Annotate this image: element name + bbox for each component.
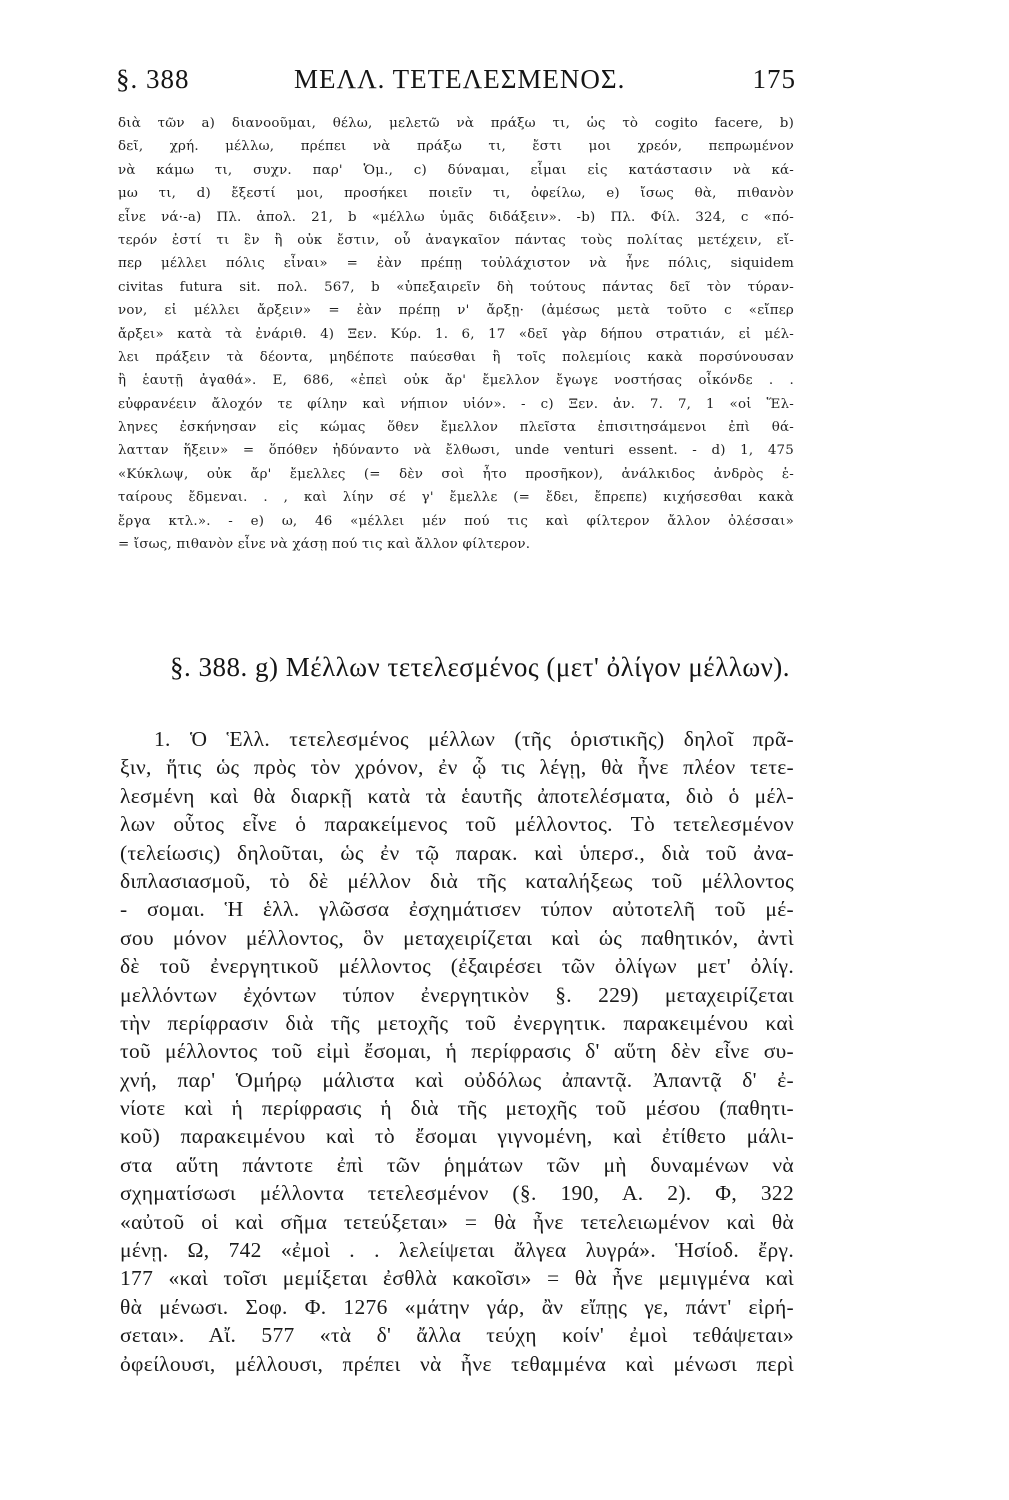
- note-line: ἔργα κτλ.». - e) ω, 46 «μέλλει μέν πού τις καὶ φίλτερον ἄλλον ὀλέσσαι»: [118, 513, 794, 529]
- note-line: δεῖ, χρή. μέλλω, πρέπει νὰ πράξω τι, ἔστι μοι χρεόν, πεπρωμένον: [118, 139, 794, 155]
- note-line: ταίρους ἔδμεναι. . , καὶ λίην σέ γ' ἔμελλε (= ἔδει, ἔπρεπε) κιχήσεσθαι κακὰ: [118, 490, 794, 506]
- body-line: μελλόντων ἐχόντων τύπον ἐνεργητικὸν §. 229) μεταχειρίζεται: [120, 982, 794, 1007]
- body-line: λων οὗτος εἶνε ὁ παρακείμενος τοῦ μέλλοντος. Τὸ τετελεσμένον: [120, 812, 794, 837]
- note-line: διὰ τῶν a) διανοοῦμαι, θέλω, μελετῶ νὰ πράξω τι, ὡς τὸ cogito facere, b): [118, 116, 794, 131]
- body-line: κοῦ) παρακειμένου καὶ τὸ ἔσομαι γιγνομένη, καὶ ἐτίθετο μάλι-: [120, 1124, 794, 1149]
- note-line: ἢ ἑαυτῇ ἀγαθά». Ε, 686, «ἐπεὶ οὐκ ἄρ' ἔμελλον ἔγωγε νοστήσας οἶκόνδε . .: [118, 373, 794, 389]
- page-number: 175: [752, 64, 796, 94]
- note-line: μω τι, d) ἔξεστί μοι, προσήκει ποιεῖν τι, ὀφείλω, e) ἴσως θὰ, πιθανὸν: [118, 186, 794, 202]
- body-text: [120, 725, 794, 1378]
- body-line: δὲ τοῦ ἐνεργητικοῦ μέλλοντος (ἐξαιρέσει τῶν ὀλίγων μετ' ὀλίγ.: [120, 954, 794, 979]
- note-line: εὐφρανέειν ἄλοχόν τε φίλην καὶ νήπιον υἱόν». - c) Ξεν. ἀν. 7. 7, 1 «οἱ Ἕλ-: [118, 396, 794, 412]
- body-line: σχηματίσωσι μέλλοντα τετελεσμένον (§. 190, Α. 2). Φ, 322: [120, 1181, 794, 1206]
- note-line: ἄρξει» κατὰ τὰ ἐνάριθ. 4) Ξεν. Κύρ. 1. 6, 17 «δεῖ γὰρ δήπου στρατιάν, εἰ μέλ-: [118, 326, 794, 342]
- body-line: τὴν περίφρασιν διὰ τῆς μετοχῆς τοῦ ἐνεργητικ. παρακειμένου καὶ: [120, 1010, 794, 1035]
- body-line: χνή, παρ' Ὁμήρῳ μάλιστα καὶ οὐδόλως ἀπαντᾷ. Ἀπαντᾷ δ' ἐ-: [120, 1067, 794, 1092]
- body-line: 177 «καὶ τοῖσι μεμίξεται ἐσθλὰ κακοῖσι» = θὰ ἦνε μεμιγμένα καὶ: [120, 1266, 794, 1291]
- body-line: στα αὕτη πάντοτε ἐπὶ τῶν ῥημάτων τῶν μὴ δυναμένων νὰ: [120, 1152, 794, 1177]
- body-line: μένῃ. Ω, 742 «ἐμοὶ . . λελείψεται ἄλγεα λυγρά». Ἡσίοδ. ἔργ.: [120, 1238, 794, 1263]
- body-line: ὀφείλουσι, μέλλουσι, πρέπει νὰ ἦνε τεθαμμένα καὶ μένωσι περὶ: [120, 1351, 794, 1376]
- body-line: (τελείωσις) δηλοῦται, ὡς ἐν τῷ παρακ. καὶ ὑπερσ., διὰ τοῦ ἀνα-: [120, 840, 794, 865]
- body-line: λεσμένη καὶ θὰ διαρκῇ κατὰ τὰ ἑαυτῆς ἀποτελέσματα, διὸ ὁ μέλ-: [120, 783, 794, 808]
- note-line: λατταν ἥξειν» = ὅπόθεν ἠδύναντο νὰ ἔλθωσι, unde venturi essent. - d) 1, 475: [118, 443, 794, 459]
- note-line: λει πράξειν τὰ δέοντα, μηδέποτε παύεσθαι ἢ τοῖς πολεμίοις κακὰ πορσύνουσαν: [118, 349, 794, 365]
- note-line: civitas futura sit. πολ. 567, b «ὑπεξαιρεῖν δὴ τούτους πάντας δεῖ τὸν τύραν-: [118, 279, 794, 295]
- body-line: τοῦ μέλλοντος τοῦ εἰμὶ ἔσομαι, ἡ περίφρασις δ' αὕτη δὲν εἶνε συ-: [120, 1039, 794, 1064]
- body-line: - σομαι. Ἡ ἑλλ. γλῶσσα ἐσχημάτισεν τύπον αὐτοτελῆ τοῦ μέ-: [120, 897, 794, 922]
- body-line: σου μόνον μέλλοντος, ὃν μεταχειρίζεται καὶ ὡς παθητικόν, ἀντὶ: [120, 925, 794, 950]
- note-line: νον, εἰ μέλλει ἄρξειν» = ἐὰν πρέπῃ ν' ἄρξῃ· (ἀμέσως μετὰ τοῦτο c «εἴπερ: [118, 303, 794, 319]
- note-line: τερόν ἐστί τι ἓν ἢ οὐκ ἔστιν, οὗ ἀναγκαῖον πάντας τοὺς πολίτας μετέχειν, εἴ-: [118, 232, 794, 248]
- chapter-title: ΜΕΛΛ. ΤΕΤΕΛΕΣΜΕΝΟΣ.: [294, 64, 626, 94]
- note-line: ληνες ἐσκήνησαν εἰς κώμας ὅθεν ἔμελλον πλεῖστα ἐπισιτησάμενοι ἐπὶ θά-: [118, 420, 794, 436]
- note-line: εἶνε νά·-a) Πλ. ἀπολ. 21, b «μέλλω ὑμᾶς διδάξειν». -b) Πλ. Φίλ. 324, c «πό-: [118, 209, 794, 225]
- footnote-block: [118, 112, 794, 556]
- body-line: θὰ μένωσι. Σοφ. Φ. 1276 «μάτην γάρ, ἂν εἴπῃς γε, πάντ' εἰρή-: [120, 1294, 794, 1319]
- body-line: νίοτε καὶ ἡ περίφρασις ἡ διὰ τῆς μετοχῆς τοῦ μέσου (παθητι-: [120, 1096, 794, 1121]
- running-header: [116, 64, 796, 100]
- body-line: σεται». Αἴ. 577 «τὰ δ' ἄλλα τεύχη κοίν' ἐμοὶ τεθάψεται»: [120, 1323, 794, 1348]
- note-line: νὰ κάμω τι, συχν. παρ' Ὁμ., c) δύναμαι, εἶμαι εἰς κατάστασιν νὰ κά-: [118, 162, 794, 178]
- section-heading: §. 388. g) Μέλλων τετελεσμένος (μετ' ὀλίγον μέλλων).: [170, 652, 791, 682]
- note-line: περ μέλλει πόλις εἶναι» = ἐὰν πρέπῃ τοὐλάχιστον νὰ ἦνε πόλις, siquidem: [118, 256, 794, 272]
- note-line: «Κύκλωψ, οὐκ ἄρ' ἔμελλες (= δὲν σοὶ ἦτο προσῆκον), ἀνάλκιδος ἀνδρὸς ἑ-: [118, 466, 794, 482]
- body-line: διπλασιασμοῦ, τὸ δὲ μέλλον διὰ τῆς καταλήξεως τοῦ μέλλοντος: [120, 868, 794, 893]
- note-line: = ἴσως, πιθανὸν εἶνε νὰ χάσῃ πού τις καὶ ἄλλον φίλτερον.: [118, 537, 531, 553]
- body-line: «αὐτοῦ οἱ καὶ σῆμα τετεύξεται» = θὰ ἦνε τετελειωμένον καὶ θὰ: [120, 1209, 794, 1234]
- body-line: 1. Ὁ Ἑλλ. τετελεσμένος μέλλων (τῆς ὁριστικῆς) δηλοῖ πρᾶ-: [154, 727, 794, 751]
- body-line: ξιν, ἥτις ὡς πρὸς τὸν χρόνον, ἐν ᾧ τις λέγῃ, θὰ ἦνε πλέον τετε-: [120, 755, 794, 780]
- section-number: §. 388: [116, 64, 190, 94]
